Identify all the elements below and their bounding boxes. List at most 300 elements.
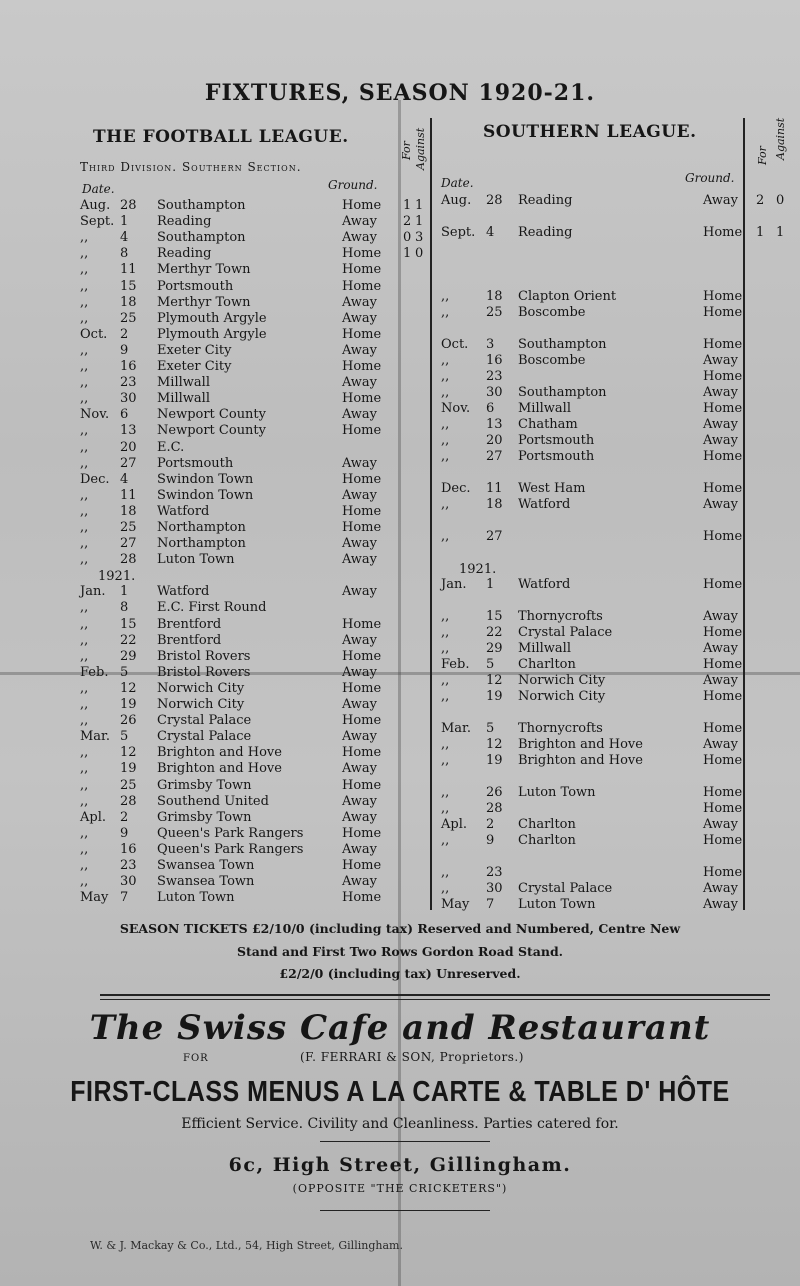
fixture-ground: Home [342,777,382,793]
fixture-ground: Home [703,289,743,304]
fixture-day: 19 [120,761,137,777]
fixture-month: ,, [441,881,450,896]
fixture-opponent: Luton Town [157,890,235,906]
fixture-month: ,, [441,433,450,448]
fixture-day: 28 [120,198,137,213]
fixture-ground: Away [703,497,739,512]
fixture-month: Mar. [441,721,471,736]
fixture-opponent: Reading [518,193,573,208]
fixture-day: 28 [486,801,503,816]
fixture-against: 1 [415,198,424,213]
fixture-opponent: Crystal Palace [518,625,613,640]
fixture-ground: Home [703,401,743,416]
fixture-day: 7 [486,897,495,912]
fixture-day: 25 [120,310,137,326]
fixture-opponent: Norwich City [518,689,606,704]
fixture-ground: Away [342,342,378,358]
fixture-row [80,745,425,760]
fixture-row [441,401,791,416]
fixture-opponent: Crystal Palace [518,881,613,896]
fixture-row [80,649,425,664]
fixture-ground: Away [342,375,378,391]
fixture-day: 7 [120,890,129,906]
season-tickets-line-1: SEASON TICKETS £2/10/0 (including tax) Reserved and Numbered, Centre New [119,921,681,936]
fixture-ground: Home [703,337,743,352]
fixture-row [80,359,425,374]
fixture-for: 1 [756,225,765,240]
fixture-row [441,785,791,800]
fixture-month: ,, [441,449,450,464]
fixture-row [441,225,791,240]
fixture-row [80,681,425,696]
fixture-day: 23 [486,369,503,384]
fixture-month: ,, [80,600,89,616]
fixture-row [80,343,425,358]
fixture-opponent: Bristol Rovers [157,664,251,680]
fixture-opponent: Norwich City [157,697,245,712]
fixture-month: Nov. [80,407,110,423]
fixture-month: ,, [441,737,450,752]
fixture-opponent: Portsmouth [157,278,234,294]
fixture-month: ,, [441,865,450,880]
fixture-day: 25 [120,777,137,793]
fixture-ground: Away [703,817,739,832]
fixture-opponent: Portsmouth [157,455,234,471]
fixture-opponent: Grimsby Town [157,777,252,793]
fixture-day: 11 [120,487,137,503]
fixture-month: ,, [441,673,450,688]
fixture-day: 26 [120,713,137,729]
fixture-day: 16 [486,353,503,368]
fixture-day: 30 [120,391,137,407]
fixture-month: Oct. [441,337,469,352]
fixture-opponent: Boscombe [518,305,586,320]
fixture-month: ,, [80,310,89,326]
fixture-opponent: Swindon Town [157,471,254,487]
fixture-month: ,, [80,375,89,391]
printer-imprint: W. & J. Mackay & Co., Ltd., 54, High Street, Gillingham. [90,1239,403,1252]
fixture-row [80,295,425,310]
fixture-opponent: Southampton [157,230,246,246]
fixture-row [441,865,791,880]
fixture-row [80,488,425,503]
fixture-ground: Away [342,487,378,503]
fixture-month: Nov. [441,401,471,416]
fixture-ground: Away [342,407,378,423]
season-tickets-line-3: £2/2/0 (including tax) Unreserved. [279,966,521,981]
fixture-day: 5 [486,721,495,736]
fixture-month: ,, [80,761,89,777]
fixture-ground: Home [342,503,382,519]
football-league-date-header: Date. [82,182,115,196]
fixture-day: 11 [120,262,137,278]
fixture-row [80,778,425,793]
fixture-day: 9 [120,342,129,358]
fixture-day: 4 [120,230,129,246]
fixture-row [80,472,425,487]
fixture-month: ,, [80,777,89,793]
fixture-month: ,, [441,753,450,768]
fixture-day: 12 [486,737,503,752]
fixture-day: 15 [486,609,503,624]
fixture-ground: Away [342,214,378,230]
fixture-against: 0 [776,193,785,208]
fixture-row [80,423,425,438]
fixture-opponent: Exeter City [157,359,232,374]
fixture-day: 12 [486,673,503,688]
fixture-opponent: Luton Town [157,552,235,568]
fixture-day: 16 [120,359,137,374]
fixture-month: ,, [80,294,89,310]
fixture-row [80,890,425,905]
fixture-day: 16 [120,841,137,857]
fixture-ground: Away [342,809,378,825]
fixture-row [80,391,425,406]
fixture-opponent: Brighton and Hove [157,761,282,777]
fixture-opponent: Reading [518,225,573,240]
fixture-day: 18 [486,289,503,304]
advert-divider-thin [100,999,770,1000]
fixture-row [441,433,791,448]
fixture-row [80,842,425,857]
fixture-month: ,, [80,552,89,568]
fixture-day: 28 [486,193,503,208]
fixture-day: 25 [120,520,137,535]
fixture-ground: Home [342,326,382,342]
fixture-row [441,305,791,320]
fixture-day: 22 [120,632,137,648]
fixture-opponent: Southampton [157,198,246,213]
fixture-day: 20 [486,433,503,448]
fixture-row [80,600,425,615]
fixture-month: ,, [80,713,89,729]
fixture-row [80,311,425,326]
fixture-day: 18 [486,497,503,512]
fixture-ground: Away [703,433,739,448]
fixture-month: ,, [441,689,450,704]
fixture-ground: Away [703,417,739,432]
fixture-row [80,810,425,825]
fixture-ground: Away [342,761,378,777]
fixture-day: 1 [486,577,495,592]
fixture-opponent: Brentford [157,616,222,632]
fixture-ground: Home [342,471,382,487]
fixture-opponent: Northampton [157,536,246,552]
fixture-row [441,801,791,816]
fixture-ground: Away [703,737,739,752]
fixture-day: 15 [120,616,137,632]
fixture-for: 1 [403,246,412,262]
fixture-row [441,721,791,736]
fixture-ground: Away [342,841,378,857]
fixture-opponent: Swindon Town [157,487,254,503]
fixture-opponent: E.C. First Round [157,600,267,616]
fixture-opponent: Watford [157,503,210,519]
fixture-day: 20 [120,439,137,455]
fixture-row [441,737,791,752]
football-league-subtitle: Third Division. Southern Section. [80,160,302,174]
fixture-opponent: Queen's Park Rangers [157,825,304,841]
fixture-ground: Home [342,198,382,213]
fixture-month: May [441,897,470,912]
fixture-row [80,262,425,277]
fixture-opponent: West Ham [518,481,586,496]
fixture-day: 2 [486,817,495,832]
fixture-day: 8 [120,246,129,262]
fixture-day: 27 [120,455,137,471]
fixture-opponent: Charlton [518,657,576,672]
southern-league-title: SOUTHERN LEAGUE. [483,122,697,142]
fixture-ground: Home [703,449,743,464]
fixture-ground: Away [342,536,378,552]
season-tickets-line-2: Stand and First Two Rows Gordon Road Stand. [236,944,564,959]
fixture-month: ,, [80,391,89,407]
football-league-title: THE FOOTBALL LEAGUE. [93,127,349,147]
fixture-opponent: Reading [157,246,212,262]
fixture-row [441,833,791,848]
fixture-row [80,407,425,422]
fixture-row [441,497,791,512]
fixture-day: 26 [486,785,503,800]
fixture-month: Aug. [441,193,472,208]
fixture-ground: Home [703,225,743,240]
fixture-ground: Home [703,657,743,672]
fixture-row [80,874,425,889]
fixture-row [441,609,791,624]
football-league-ground-header: Ground. [328,178,378,192]
fixture-for: 2 [756,193,765,208]
for-label: FOR [183,1053,209,1064]
proprietors: (F. FERRARI & SON, Proprietors.) [300,1050,524,1064]
fixture-row [80,569,425,600]
fixture-day: 25 [486,305,503,320]
fixture-day: 30 [120,874,137,890]
fixture-against: 3 [415,230,424,246]
fixture-opponent: Chatham [518,417,578,432]
fixture-row [441,193,791,208]
fixture-row [80,794,425,809]
fixture-row [80,520,425,535]
fixture-opponent: Plymouth Argyle [157,310,267,326]
fixture-ground: Away [342,697,378,712]
fixture-day: 5 [486,657,495,672]
fixture-month: ,, [80,439,89,455]
fixture-opponent: Portsmouth [518,433,595,448]
fixture-ground: Away [342,874,378,890]
year-label: 1921. [98,569,136,585]
fixture-month: ,, [80,230,89,246]
fixture-for: 0 [403,230,412,246]
fixture-ground: Home [342,745,382,761]
fixture-month: Sept. [80,214,115,230]
fixture-opponent: Bristol Rovers [157,648,251,664]
fixture-day: 9 [120,825,129,841]
fixture-ground: Away [342,230,378,246]
fixture-row [80,456,425,471]
fixture-day: 27 [120,536,137,552]
fixture-row [80,552,425,567]
bottom-rule [320,1210,490,1211]
column-divider [430,118,432,910]
fixture-opponent: Thornycrofts [518,609,603,624]
fixture-row [80,729,425,744]
fixture-ground: Home [703,801,743,816]
fixture-ground: Home [703,833,743,848]
fixture-opponent: Portsmouth [518,449,595,464]
fixture-day: 12 [120,745,137,761]
fixture-row [80,826,425,841]
fixture-month: Feb. [80,664,109,680]
fixture-ground: Home [342,825,382,841]
fixture-opponent: E.C. [157,439,185,455]
fixture-month: ,, [80,520,89,535]
fixture-month: ,, [80,536,89,552]
fixture-opponent: Clapton Orient [518,289,617,304]
fixture-row [441,385,791,400]
fixture-ground: Away [342,310,378,326]
fixture-row [441,881,791,896]
fixture-month: ,, [441,785,450,800]
fixture-ground: Away [703,897,739,912]
fixture-ground: Away [703,673,739,688]
fixture-ground: Home [342,648,382,664]
fixture-row [441,481,791,496]
fixture-month: ,, [441,385,450,400]
fixture-month: ,, [80,278,89,294]
fixture-opponent: Southampton [518,337,607,352]
fixture-ground: Home [703,305,743,320]
fixture-ground: Home [342,520,382,535]
menus-line: FIRST-CLASS MENUS A LA CARTE & TABLE D' HÔTE [70,1075,730,1109]
fixture-opponent: Watford [518,497,571,512]
year-label: 1921. [459,562,497,577]
fixture-ground: Home [342,246,382,262]
fixture-month: ,, [80,697,89,712]
fixture-day: 1 [120,584,129,600]
fixture-day: 28 [120,793,137,809]
fixture-day: 8 [120,600,129,616]
fixture-opponent: Brentford [157,632,222,648]
fixture-row [441,353,791,368]
fixture-month: ,, [441,641,450,656]
fixture-against: 1 [415,214,424,230]
fixture-row [441,625,791,640]
fixture-month: Dec. [441,481,471,496]
fixture-day: 5 [120,664,129,680]
fixture-day: 27 [486,449,503,464]
fixture-day: 30 [486,881,503,896]
fixture-row [80,327,425,342]
fixture-ground: Away [342,294,378,310]
fixture-ground: Home [342,423,382,439]
fixture-row [80,214,425,229]
fixture-day: 23 [120,858,137,873]
fixture-row [80,198,425,213]
fixture-month: ,, [80,455,89,471]
fixture-ground: Home [703,369,743,384]
southern-league-date-header: Date. [441,176,474,190]
fixture-opponent: Millwall [518,641,571,656]
fixture-month: Jan. [441,577,467,592]
fixture-month: ,, [80,359,89,374]
fixture-row [80,246,425,261]
fixture-row [80,617,425,632]
fixture-day: 12 [120,680,137,696]
fixture-month: Sept. [441,225,476,240]
fixture-day: 11 [486,481,503,496]
fixture-opponent: Southend United [157,793,269,809]
fixture-row [441,641,791,656]
fixture-ground: Away [342,632,378,648]
fixture-ground: Home [342,391,382,407]
restaurant-name: The Swiss Cafe and Restaurant [89,1008,711,1048]
fixture-month: Aug. [80,198,111,213]
fixture-month: ,, [80,262,89,278]
fixture-day: 2 [120,809,129,825]
fixture-opponent: Charlton [518,817,576,832]
fixture-row [441,897,791,912]
fixture-opponent: Newport County [157,407,267,423]
fixture-day: 13 [486,417,503,432]
fixture-day: 23 [120,375,137,391]
fixture-opponent: Merthyr Town [157,294,251,310]
fixture-month: ,, [80,503,89,519]
fixture-day: 29 [120,648,137,664]
fixture-ground: Home [703,481,743,496]
fixture-against: 0 [415,246,424,262]
address-rule [320,1141,490,1142]
fixture-day: 15 [120,278,137,294]
fixture-row [80,858,425,873]
fixture-month: ,, [80,423,89,439]
fixture-month: Feb. [441,657,470,672]
fixture-opponent: Watford [157,584,210,600]
fixture-day: 6 [486,401,495,416]
fixture-ground: Away [342,729,378,745]
fixture-opponent: Grimsby Town [157,809,252,825]
fixture-day: 5 [120,729,129,745]
page-title: FIXTURES, SEASON 1920-21. [204,80,596,106]
fixture-ground: Home [342,616,382,632]
fixture-month: ,, [441,833,450,848]
fixture-month: ,, [80,616,89,632]
fixture-day: 22 [486,625,503,640]
fixture-month: ,, [441,625,450,640]
fixture-opponent: Swansea Town [157,874,255,890]
fixture-row [80,713,425,728]
fixture-day: 27 [486,529,503,544]
fixture-row [80,504,425,519]
fixture-month: ,, [441,529,450,544]
football-league-against-header: Against [414,127,427,170]
fixture-month: ,, [80,858,89,873]
fixture-against: 1 [776,225,785,240]
fixture-month: ,, [80,745,89,761]
fixture-ground: Home [703,721,743,736]
fixture-ground: Home [703,689,743,704]
fixture-month: ,, [80,487,89,503]
fixture-month: Apl. [441,817,467,832]
fixture-row [80,440,425,455]
fixture-for: 2 [403,214,412,230]
southern-league-against-header: Against [774,117,787,160]
fixture-month: Oct. [80,326,108,342]
fixture-opponent: Norwich City [157,680,245,696]
fixture-day: 4 [120,471,129,487]
fixture-month: ,, [80,632,89,648]
fixture-row [441,562,791,592]
fixture-opponent: Luton Town [518,897,596,912]
